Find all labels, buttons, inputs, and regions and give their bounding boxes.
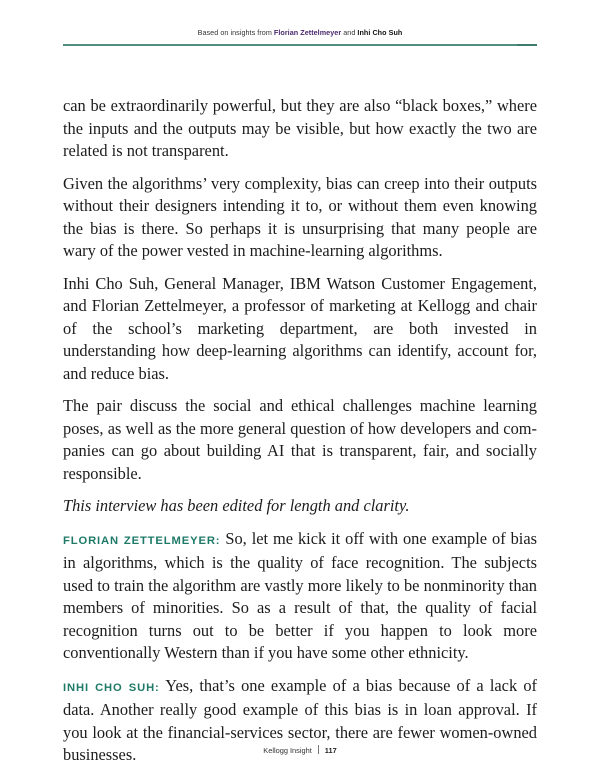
header-prefix: Based on insights from bbox=[197, 28, 274, 37]
article-body bbox=[63, 95, 537, 777]
publication-name: Kellogg Insight bbox=[263, 746, 312, 755]
speaker-text: So, let me kick it off with one example of bias in algorithms, which is the quality of face recognition. The subjects used to train the algorithm are vastly more likely to be nonminority than members of minorities. So as a result of that, the quality of facial recognition turns out to be better if you happen to look more conventionally Western than if you have some other ethnicity. bbox=[63, 528, 538, 662]
paragraph-black-boxes: can be extraordinarily powerful, but they are also “black boxes,” where the inputs and the outputs may be visible, but how exactly the two are related is not transparent. bbox=[63, 96, 537, 160]
paragraph-discussion: The pair discuss the social and ethical challenges machine learning poses, as well as the more general question of how developers and companies can go about building AI that is transparent, fair, and socially responsible. bbox=[63, 396, 537, 483]
header-author-suh: Inhi Cho Suh bbox=[357, 28, 403, 37]
paragraph-complexity: Given the algorithms’ very complexity, bias can creep into their outputs without their designers intending it to, or without them even knowing the bias is there. So perhaps it is unsurprising that many people are wary of the power vested in machine-learning algorithms. bbox=[63, 173, 537, 260]
speaker-label: FLORIAN ZETTELMEYER: bbox=[63, 534, 221, 547]
header-rule bbox=[63, 44, 537, 46]
editorial-note: This interview has been edited for length and clarity. bbox=[63, 496, 410, 515]
header-rule-accent bbox=[517, 44, 537, 46]
paragraph-introductions: Inhi Cho Suh, General Manager, IBM Watson Customer Engagement, and Florian Zettelmeyer, a professor of marketing at Kellogg and chair of the school’s marketing department, are both invested in understanding how deep-learning algorithms can identify, account for, and reduce bias. bbox=[63, 273, 537, 383]
speaker-label: INHI CHO SUH: bbox=[63, 681, 160, 694]
running-header bbox=[0, 28, 600, 37]
speaker-text: Yes, that’s one example of a bias because of a lack of data. Another really good example of this bias is in loan approval. If you look at the financial-services sector, there are fewer women-owned businesses. bbox=[63, 675, 537, 764]
page-footer bbox=[0, 745, 600, 755]
interview-turn bbox=[63, 528, 537, 665]
header-author-zettelmeyer: Florian Zettelmeyer bbox=[273, 28, 342, 37]
page-number: 117 bbox=[324, 746, 337, 755]
footer-separator bbox=[318, 745, 319, 754]
header-connector: and bbox=[341, 28, 358, 37]
